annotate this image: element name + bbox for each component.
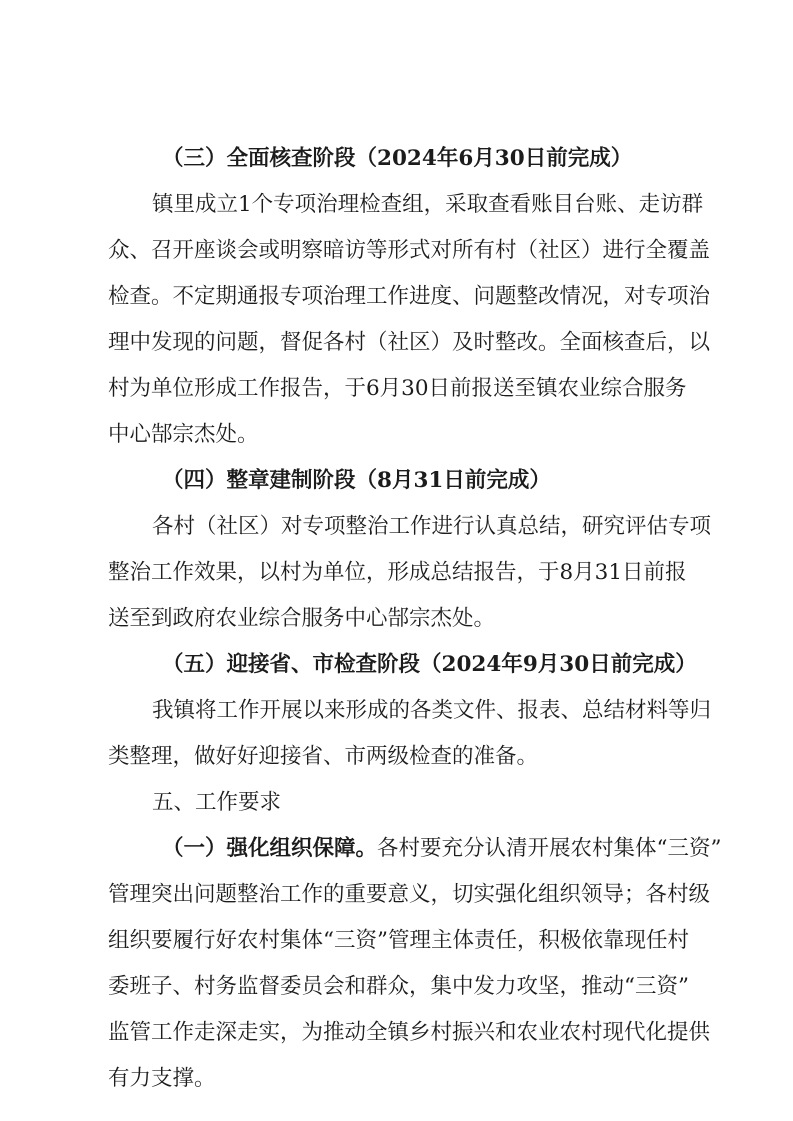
paragraph-line: 委班子、村务监督委员会和群众，集中发力攻坚，推动“三资” — [108, 974, 689, 999]
paragraph-line: 众、召开座谈会或明察暗访等形式对所有村（社区）进行全覆盖 — [108, 238, 711, 263]
paragraph-line: 我镇将工作开展以来形成的各类文件、报表、总结材料等归 — [152, 698, 712, 723]
paragraph-line: 检查。不定期通报专项治理工作进度、问题整改情况，对专项治 — [108, 284, 711, 309]
paragraph-line: 镇里成立1个专项治理检查组，采取查看账目台账、走访群 — [152, 192, 704, 217]
paragraph-line: 类整理，做好好迎接省、市两级检查的准备。 — [108, 744, 539, 769]
paragraph-line: 组织要履行好农村集体“三资”管理主体责任，积极依靠现任村 — [108, 928, 689, 953]
heading-phase-four: （四）整章建制阶段（8月31日前完成） — [162, 468, 551, 493]
paragraph-line-text: 各村要充分认清开展农村集体“三资” — [377, 836, 722, 861]
section-heading-work-requirements: 五、工作要求 — [152, 790, 282, 815]
paragraph-line: 整治工作效果，以村为单位，形成总结报告，于8月31日前报 — [108, 560, 687, 585]
paragraph-line: 有力支撑。 — [108, 1066, 216, 1091]
paragraph-line: 中心郜宗杰处。 — [108, 422, 259, 447]
paragraph-line: 理中发现的问题，督促各村（社区）及时整改。全面核查后，以 — [108, 330, 711, 355]
paragraph-line: 村为单位形成工作报告，于6月30日前报送至镇农业综合服务 — [108, 376, 687, 401]
paragraph-line: 各村（社区）对专项整治工作进行认真总结，研究评估专项 — [152, 514, 712, 539]
heading-phase-three: （三）全面核查阶段（2024年6月30日前完成） — [162, 146, 633, 171]
paragraph-lead: （一）强化组织保障。 — [162, 836, 378, 861]
paragraph-line: 管理突出问题整治工作的重要意义，切实强化组织领导；各村级 — [108, 882, 711, 907]
paragraph-line — [162, 826, 722, 872]
paragraph-line: 送至到政府农业综合服务中心郜宗杰处。 — [108, 606, 496, 631]
paragraph-line: 监管工作走深走实，为推动全镇乡村振兴和农业农村现代化提供 — [108, 1020, 711, 1045]
heading-phase-five: （五）迎接省、市检查阶段（2024年9月30日前完成） — [162, 652, 697, 677]
